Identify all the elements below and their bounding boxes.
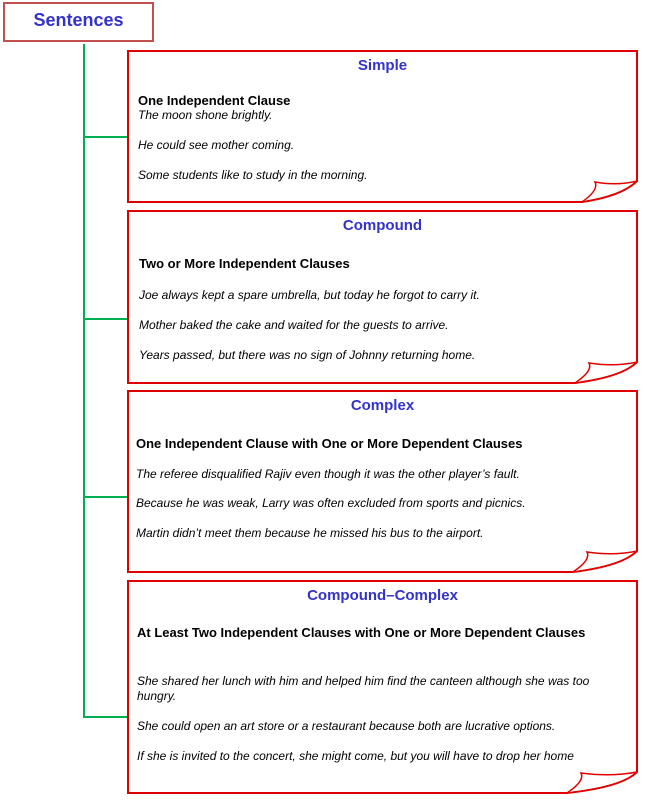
- card-title: Simple: [357, 57, 408, 74]
- card-heading: Two or More Independent Clauses: [139, 256, 350, 271]
- example-sentence: The moon shone brightly.: [138, 108, 273, 122]
- example-sentence: Joe always kept a spare umbrella, but today he forgot to carry it.: [139, 288, 480, 302]
- card-compound-complex: [127, 580, 638, 794]
- card-heading: One Independent Clause: [138, 93, 291, 108]
- card-simple: [127, 50, 638, 203]
- card-title: Compound–Complex: [307, 587, 458, 604]
- card-compound: [127, 210, 638, 384]
- card-heading: One Independent Clause with One or More Dependent Clauses: [136, 436, 523, 451]
- card-complex: [127, 390, 638, 573]
- example-sentence: Mother baked the cake and waited for the guests to arrive.: [139, 318, 449, 332]
- example-sentence: Years passed, but there was no sign of Johnny returning home.: [139, 348, 476, 362]
- root-label: Sentences: [33, 9, 124, 30]
- example-sentence: He could see mother coming.: [138, 138, 295, 152]
- card-title: Complex: [350, 397, 415, 414]
- example-sentence: Some students like to study in the morning.: [138, 168, 368, 182]
- example-sentence: She shared her lunch with him and helped him find the canteen although she was too hungry.: [137, 674, 590, 703]
- card-heading: At Least Two Independent Clauses with One or More Dependent Clauses: [137, 625, 586, 640]
- example-sentence: Because he was weak, Larry was often excluded from sports and picnics.: [136, 496, 526, 510]
- root-node: [3, 2, 154, 42]
- example-sentence: The referee disqualified Rajiv even though it was the other player’s fault.: [136, 467, 520, 481]
- card-title: Compound: [342, 217, 423, 234]
- example-sentence: She could open an art store or a restaurant because both are lucrative options.: [137, 719, 556, 733]
- example-sentence: Martin didn’t meet them because he missed his bus to the airport.: [136, 526, 484, 540]
- example-sentence: If she is invited to the concert, she might come, but you will have to drop her home: [137, 749, 574, 763]
